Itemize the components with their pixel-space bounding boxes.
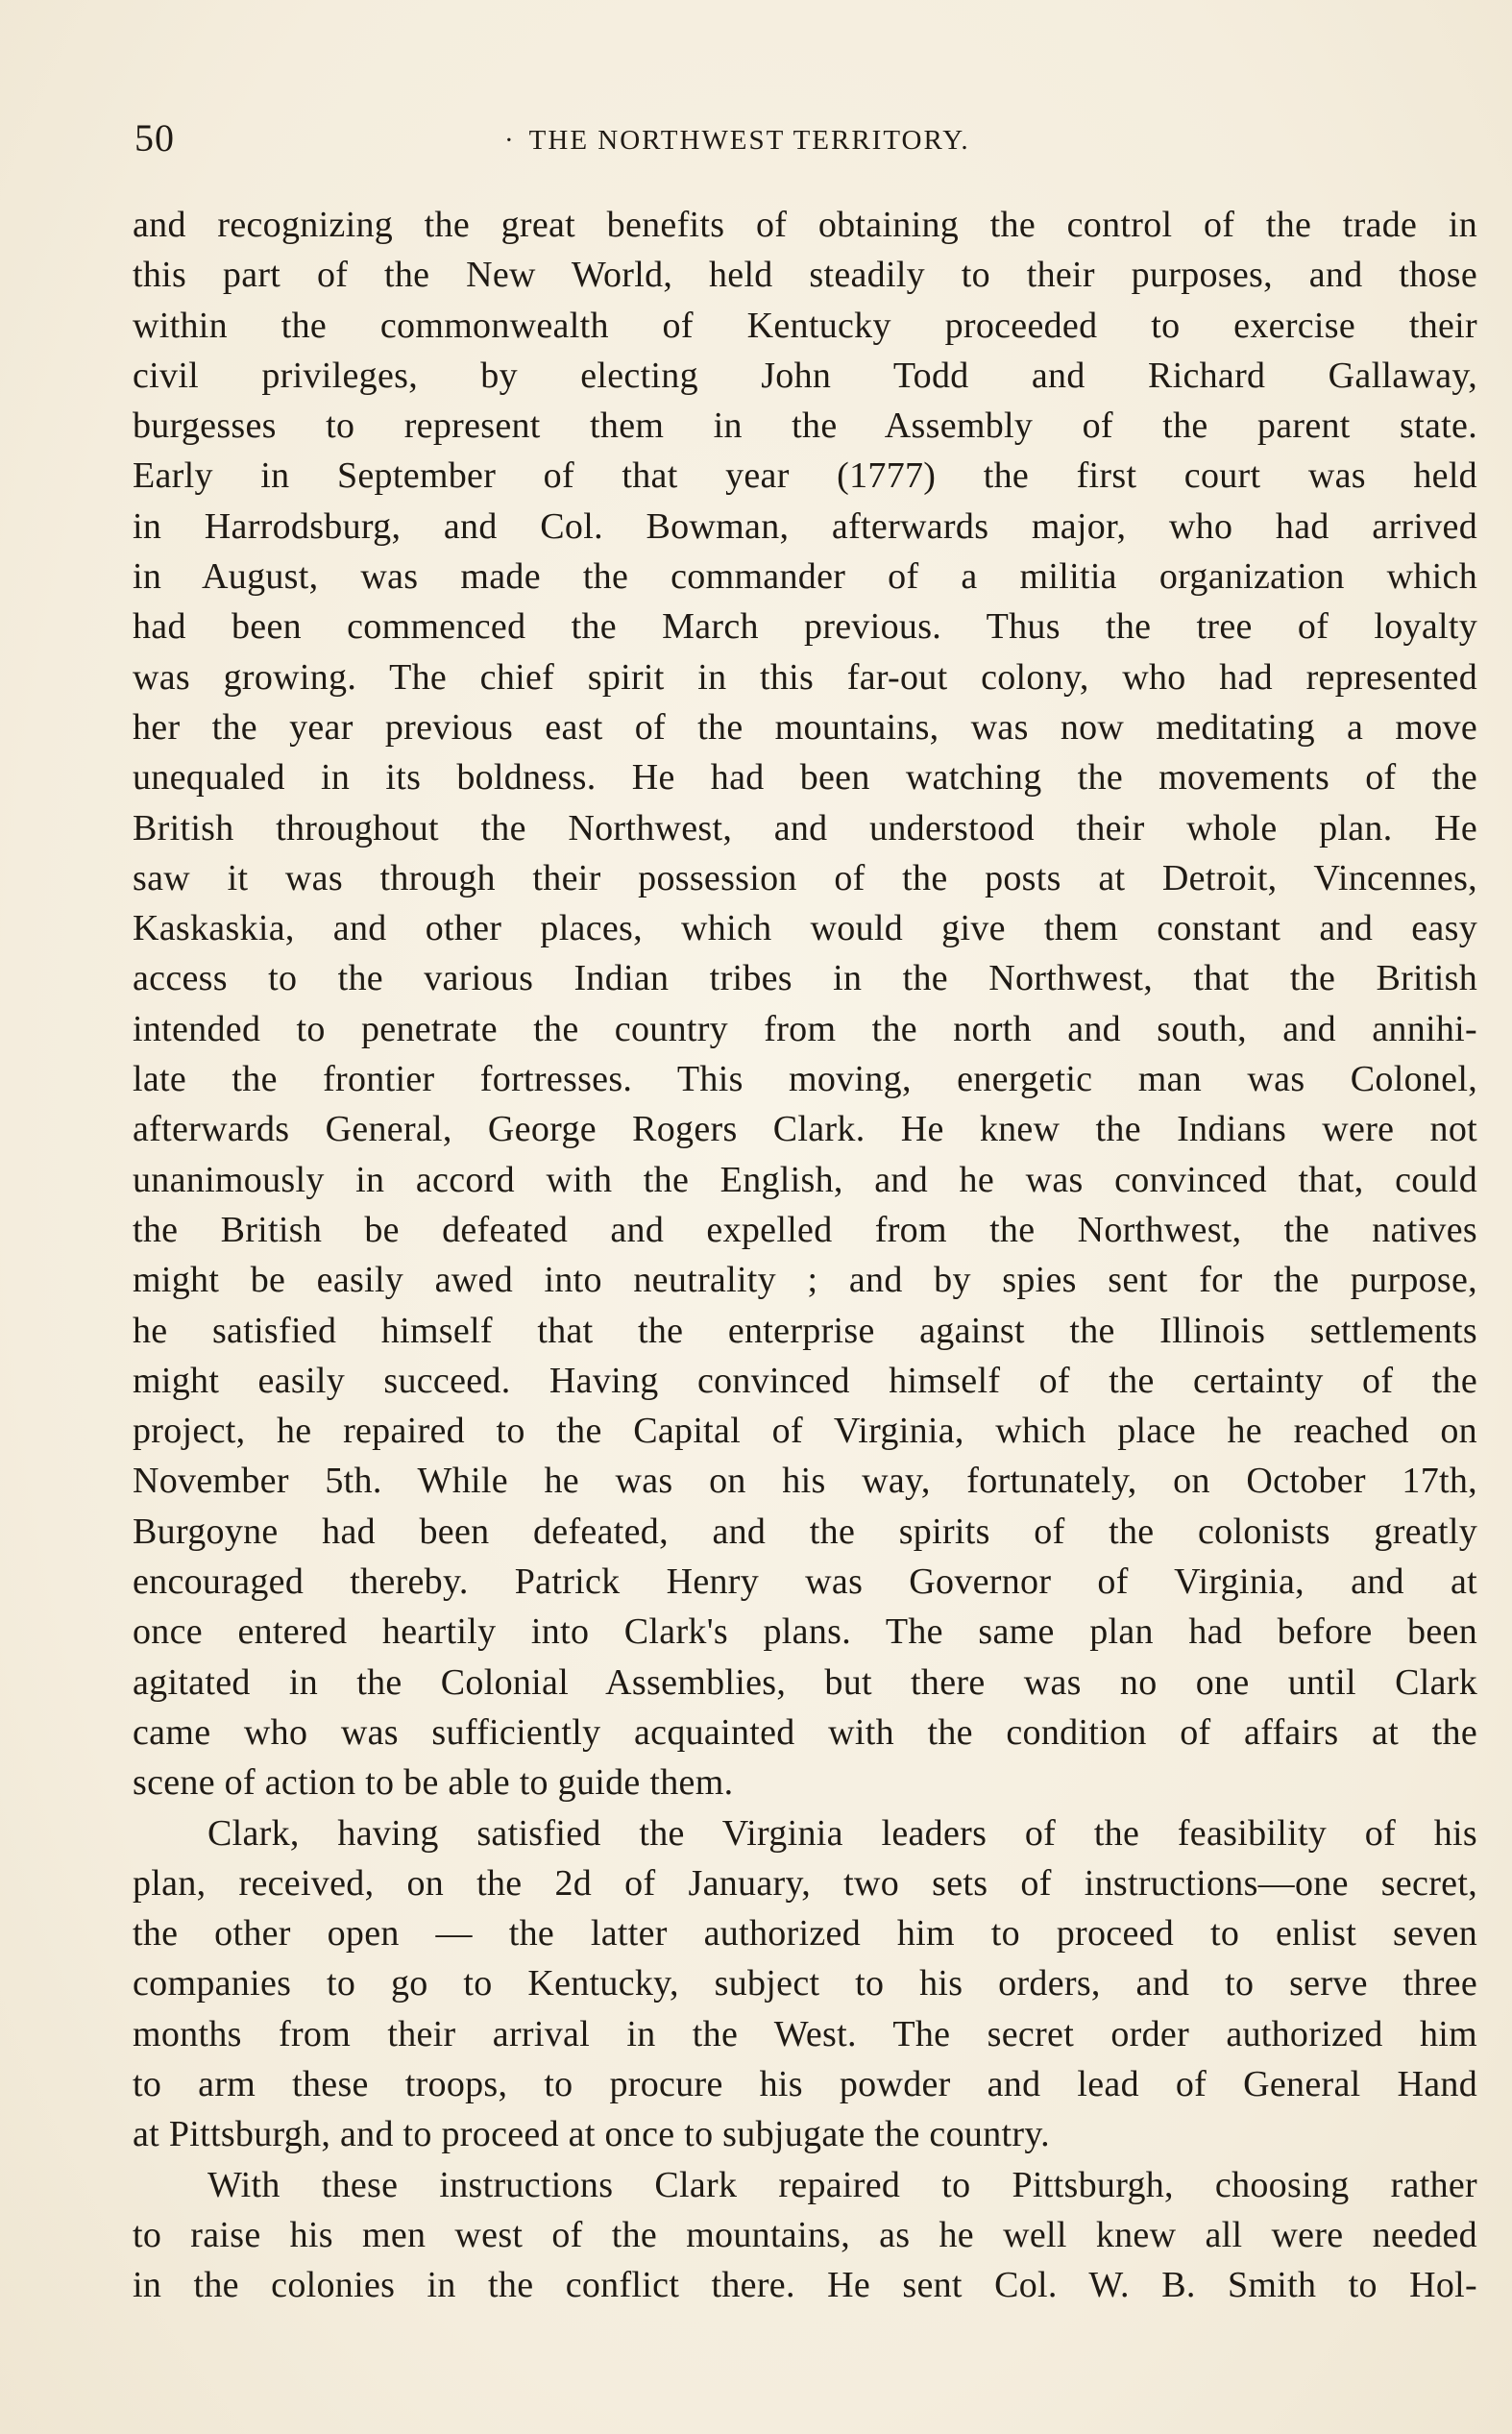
text-line: scene of action to be able to guide them. (133, 1762, 734, 1804)
text-line: might be easily awed into neutrality ; and by spies sent for the purpose, (133, 1260, 1477, 1301)
text-line: he satisfied himself that the enterprise against the Illinois settlements (133, 1310, 1477, 1351)
text-line: once entered heartily into Clark's plans. The same plan had before been (133, 1611, 1477, 1653)
text-line: intended to penetrate the country from the north and south, and annihi- (133, 1008, 1477, 1049)
text-line: the British be defeated and expelled from the Northwest, the natives (133, 1209, 1477, 1250)
text-line: Burgoyne had been defeated, and the spirits of the colonists greatly (133, 1511, 1477, 1552)
text-line: had been commenced the March previous. Thus the tree of loyalty (133, 606, 1477, 648)
text-line: plan, received, on the 2d of January, two sets of instructions—one secret, (133, 1862, 1477, 1904)
text-line: civil privileges, by electing John Todd and Richard Gallaway, (133, 355, 1477, 396)
text-line: November 5th. While he was on his way, fortunately, on October 17th, (133, 1461, 1477, 1502)
body-text (133, 200, 1477, 2310)
text-line: agitated in the Colonial Assemblies, but there was no one until Clark (133, 1661, 1477, 1703)
text-line: and recognizing the great benefits of obtaining the control of the trade in (133, 205, 1477, 245)
text-line: within the commonwealth of Kentucky proceeded to exercise their (133, 305, 1477, 346)
text-line: to raise his men west of the mountains, as he well knew all were needed (133, 2214, 1477, 2255)
text-line: was growing. The chief spirit in this far-out colony, who had represented (133, 656, 1477, 698)
text-line: unanimously in accord with the English, and he was convinced that, could (133, 1159, 1477, 1200)
running-head (504, 125, 970, 157)
page-header (134, 115, 1479, 163)
paragraph-1 (133, 200, 1477, 1808)
text-line: access to the various Indian tribes in the Northwest, that the British (133, 958, 1477, 999)
text-line: her the year previous east of the mountains, was now meditating a move (133, 706, 1477, 748)
text-line: afterwards General, George Rogers Clark. He knew the Indians were not (133, 1109, 1477, 1150)
running-head-text: THE NORTHWEST TERRITORY. (528, 125, 970, 156)
text-line: to arm these troops, to procure his powder and lead of General Hand (133, 2063, 1477, 2104)
text-line: British throughout the Northwest, and understood their whole plan. He (133, 807, 1477, 848)
header-dot: · (504, 125, 516, 156)
text-line: at Pittsburgh, and to proceed at once to subjugate the country. (133, 2114, 1050, 2155)
text-line: months from their arrival in the West. The secret order authorized him (133, 2013, 1477, 2054)
text-line: came who was sufficiently acquainted with the condition of affairs at the (133, 1711, 1477, 1753)
text-line: in the colonies in the conflict there. He sent Col. W. B. Smith to Hol- (133, 2265, 1477, 2306)
page-number: 50 (134, 116, 175, 160)
text-line: Early in September of that year (1777) the first court was held (133, 455, 1477, 497)
text-line: Clark, having satisfied the Virginia leaders of the feasibility of his (207, 1812, 1477, 1854)
text-line: in August, was made the commander of a militia organization which (133, 556, 1477, 598)
text-line: With these instructions Clark repaired to Pittsburgh, choosing rather (207, 2164, 1477, 2205)
text-line: Kaskaskia, and other places, which would give them constant and easy (133, 908, 1477, 949)
text-line: in Harrodsburg, and Col. Bowman, afterwards major, who had arrived (133, 505, 1477, 547)
text-line: might easily succeed. Having convinced himself of the certainty of the (133, 1360, 1477, 1401)
text-line: encouraged thereby. Patrick Henry was Governor of Virginia, and at (133, 1561, 1477, 1603)
paragraph-3 (133, 2160, 1477, 2311)
text-line: late the frontier fortresses. This moving, energetic man was Colonel, (133, 1059, 1477, 1100)
text-line: burgesses to represent them in the Assembly of the parent state. (133, 406, 1477, 447)
text-line: this part of the New World, held steadily to their purposes, and those (133, 255, 1477, 296)
paragraph-2 (133, 1808, 1477, 2160)
text-line: the other open — the latter authorized him to proceed to enlist seven (133, 1913, 1477, 1955)
text-line: saw it was through their possession of the posts at Detroit, Vincennes, (133, 857, 1477, 898)
text-line: unequaled in its boldness. He had been watching the movements of the (133, 757, 1477, 799)
text-line: project, he repaired to the Capital of Virginia, which place he reached on (133, 1411, 1477, 1452)
text-line: companies to go to Kentucky, subject to his orders, and to serve three (133, 1963, 1477, 2004)
